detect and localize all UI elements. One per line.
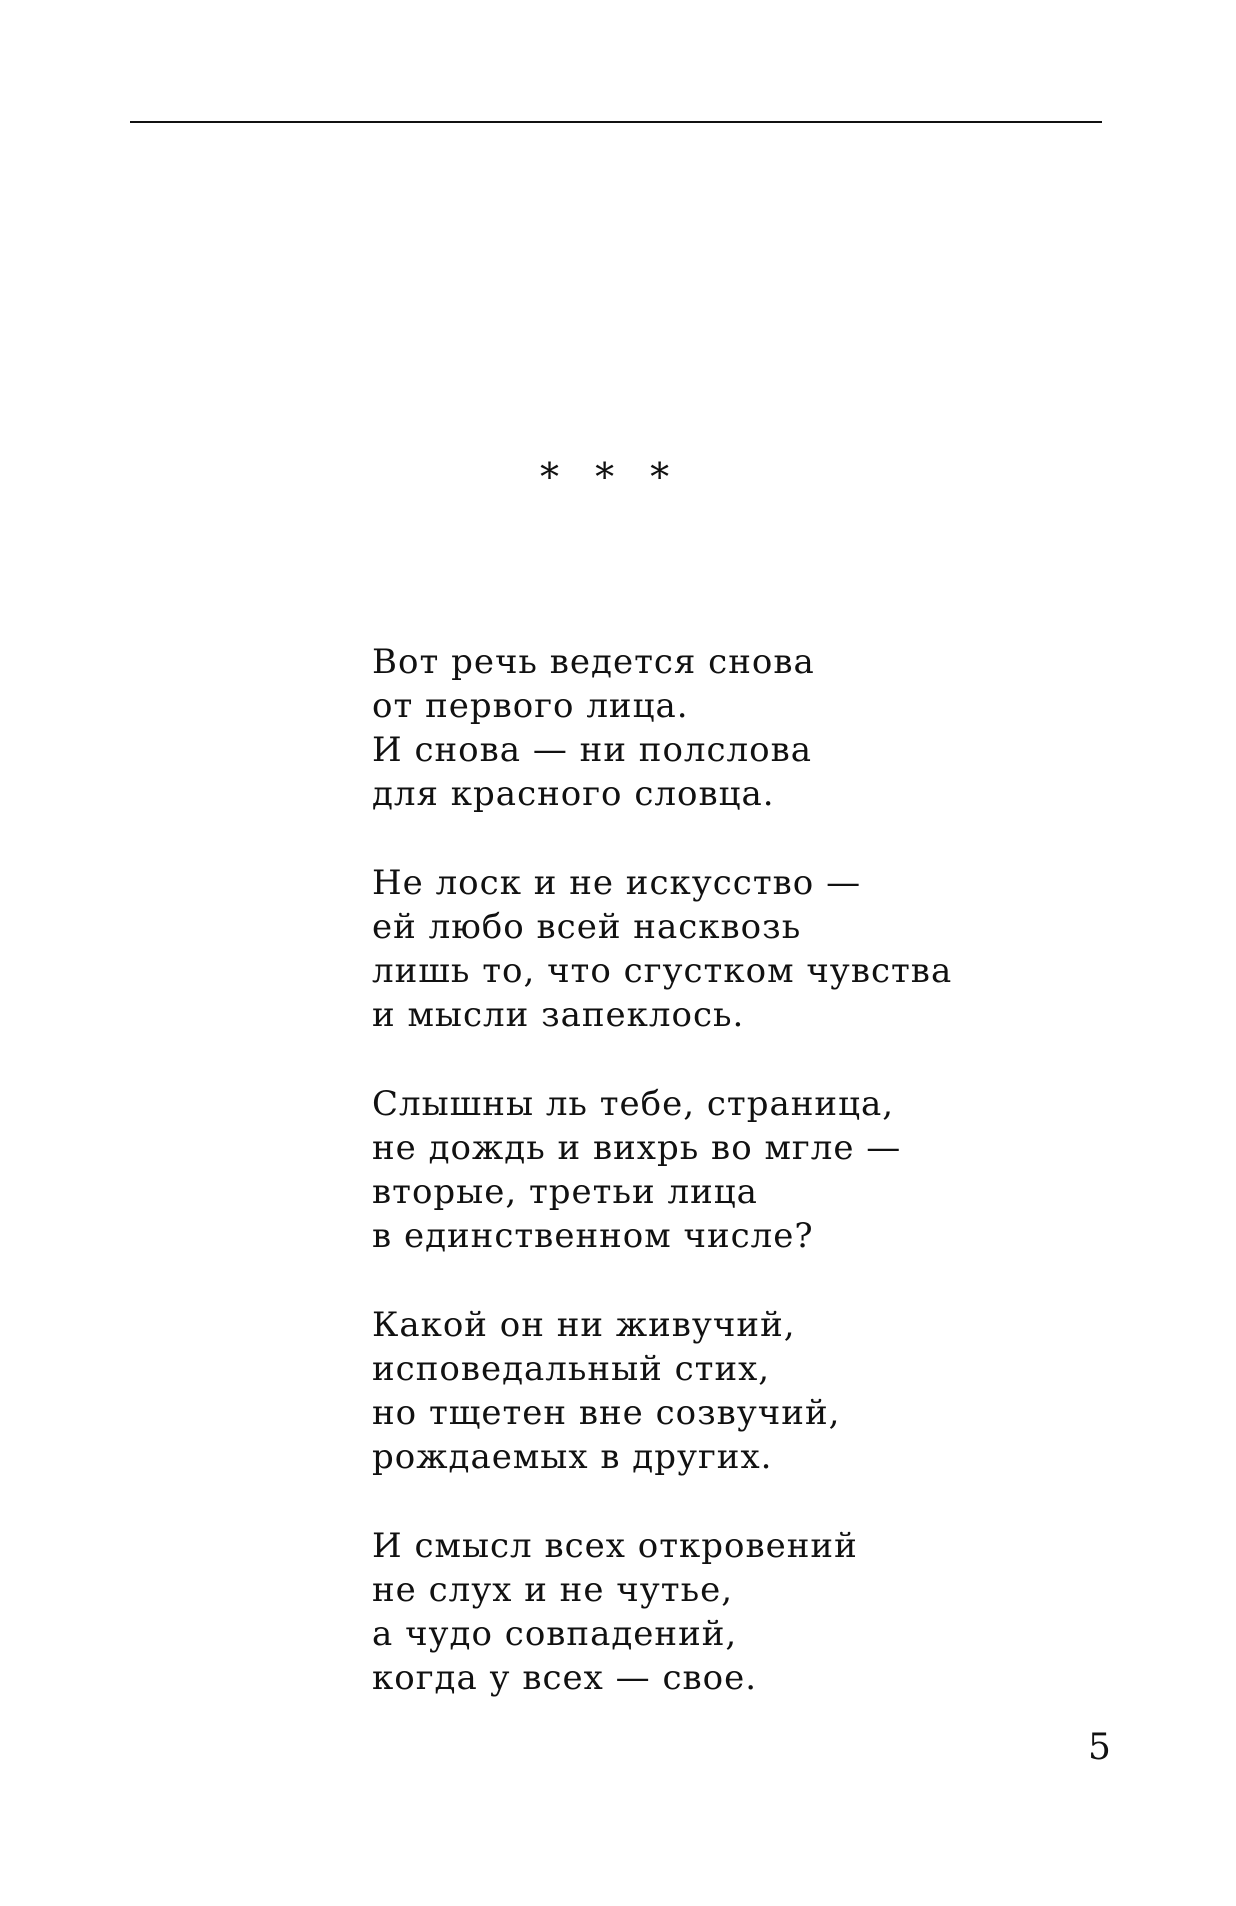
stanza	[372, 1082, 1152, 1258]
poem-line: не дождь и вихрь во мгле —	[372, 1128, 902, 1168]
poem-line: Слышны ль тебе, страница,	[372, 1084, 895, 1124]
stanza	[372, 861, 1152, 1037]
top-rule	[130, 121, 1102, 123]
poem-line: рождаемых в других.	[372, 1437, 773, 1477]
page-number: 5	[1088, 1727, 1111, 1768]
poem-line: для красного словца.	[372, 774, 775, 814]
stanza	[372, 640, 1152, 816]
stanza	[372, 1303, 1152, 1479]
poem-line: и мысли запеклось.	[372, 995, 745, 1035]
poem-line: ей любо всей насквозь	[372, 907, 802, 947]
poem	[372, 640, 1152, 1745]
poem-line: Вот речь ведется снова	[372, 642, 815, 682]
poem-line: И снова — ни полслова	[372, 730, 813, 770]
poem-line: от первого лица.	[372, 686, 689, 726]
poem-line: в единственном числе?	[372, 1216, 814, 1256]
poem-line: лишь то, что сгустком чувства	[372, 951, 953, 991]
poem-line: Какой он ни живучий,	[372, 1305, 796, 1345]
poem-line: Не лоск и не искусство —	[372, 863, 862, 903]
poem-line: И смысл всех откровений	[372, 1526, 858, 1566]
poem-line: вторые, третьи лица	[372, 1172, 758, 1212]
poem-line: а чудо совпадений,	[372, 1614, 738, 1654]
section-asterisks: * * *	[540, 455, 682, 499]
poem-line: не слух и не чутье,	[372, 1570, 734, 1610]
poem-line: исповедальный стих,	[372, 1349, 771, 1389]
poem-line: но тщетен вне созвучий,	[372, 1393, 841, 1433]
poem-line: когда у всех — свое.	[372, 1658, 758, 1698]
stanza	[372, 1524, 1152, 1700]
